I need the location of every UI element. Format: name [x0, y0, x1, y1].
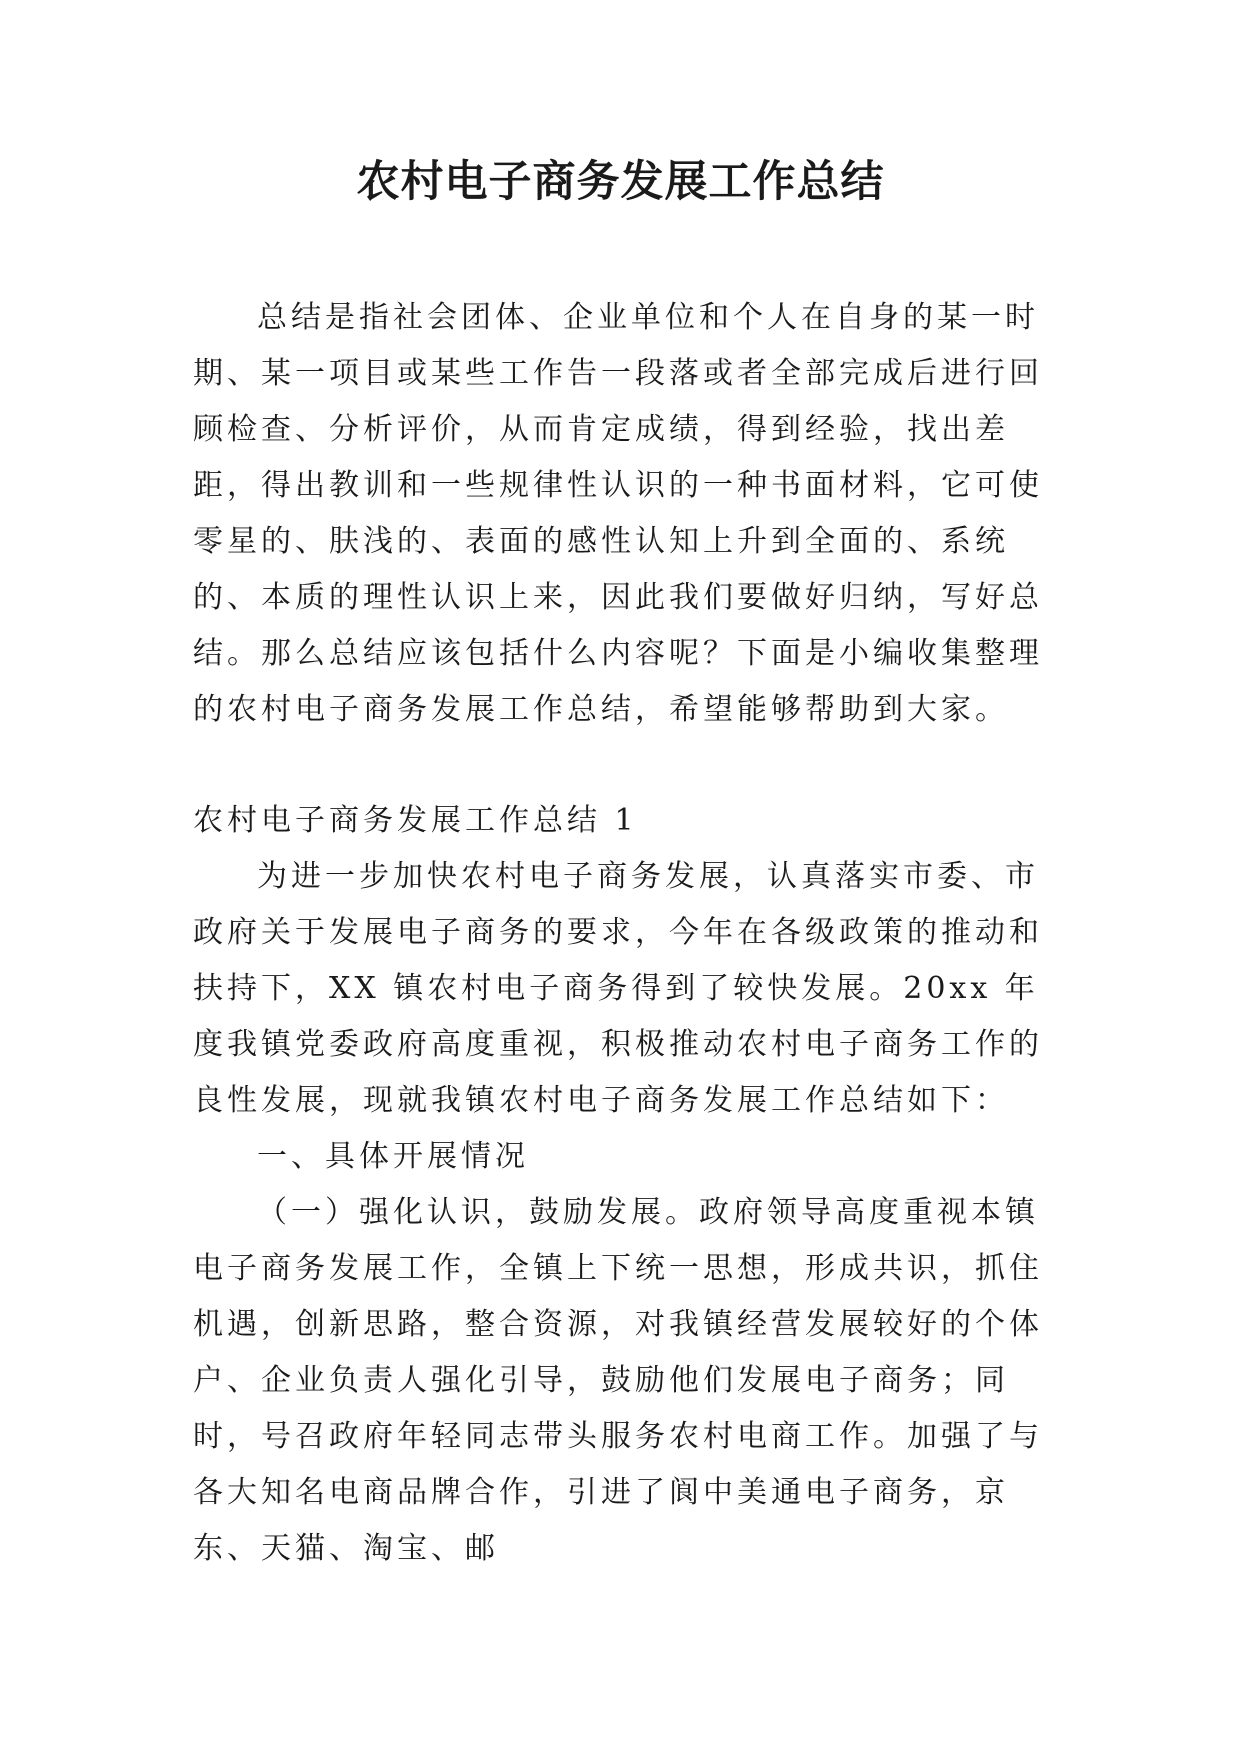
- section-paragraph: 为进一步加快农村电子商务发展，认真落实市委、市政府关于发展电子商务的要求，今年在各级政策的推动和扶持下，XX 镇农村电子商务得到了较快发展。20xx 年度我镇党委政府高度重视，积极推动农村电子商务工作的良性发展，现就我镇农村电子商务发展工作总结如下：: [193, 859, 1043, 1118]
- intro-paragraph: 总结是指社会团体、企业单位和个人在自身的某一时期、某一项目或某些工作告一段落或者全部完成后进行回顾检查、分析评价，从而肯定成绩，得到经验，找出差距，得出教训和一些规律性认识的一种书面材料，它可使零星的、肤浅的、表面的感性认知上升到全面的、系统的、本质的理性认识上来，因此我们要做好归纳，写好总结。那么总结应该包括什么内容呢？下面是小编收集整理的农村电子商务发展工作总结，希望能够帮助到大家。: [193, 300, 1043, 727]
- section-heading: 一、具体开展情况: [257, 1139, 529, 1174]
- intro-block: [193, 290, 1053, 738]
- section-title: 农村电子商务发展工作总结 1: [193, 803, 638, 838]
- section-paragraph: （一）强化认识，鼓励发展。政府领导高度重视本镇电子商务发展工作，全镇上下统一思想，形成共识，抓住机遇，创新思路，整合资源，对我镇经营发展较好的个体户、企业负责人强化引导，鼓励他们发展电子商务；同时，号召政府年轻同志带头服务农村电商工作。加强了与各大知名电商品牌合作，引进了阆中美通电子商务，京东、天猫、淘宝、邮: [193, 1195, 1043, 1566]
- document-title: 农村电子商务发展工作总结: [356, 157, 885, 207]
- section-block: [193, 793, 1053, 1577]
